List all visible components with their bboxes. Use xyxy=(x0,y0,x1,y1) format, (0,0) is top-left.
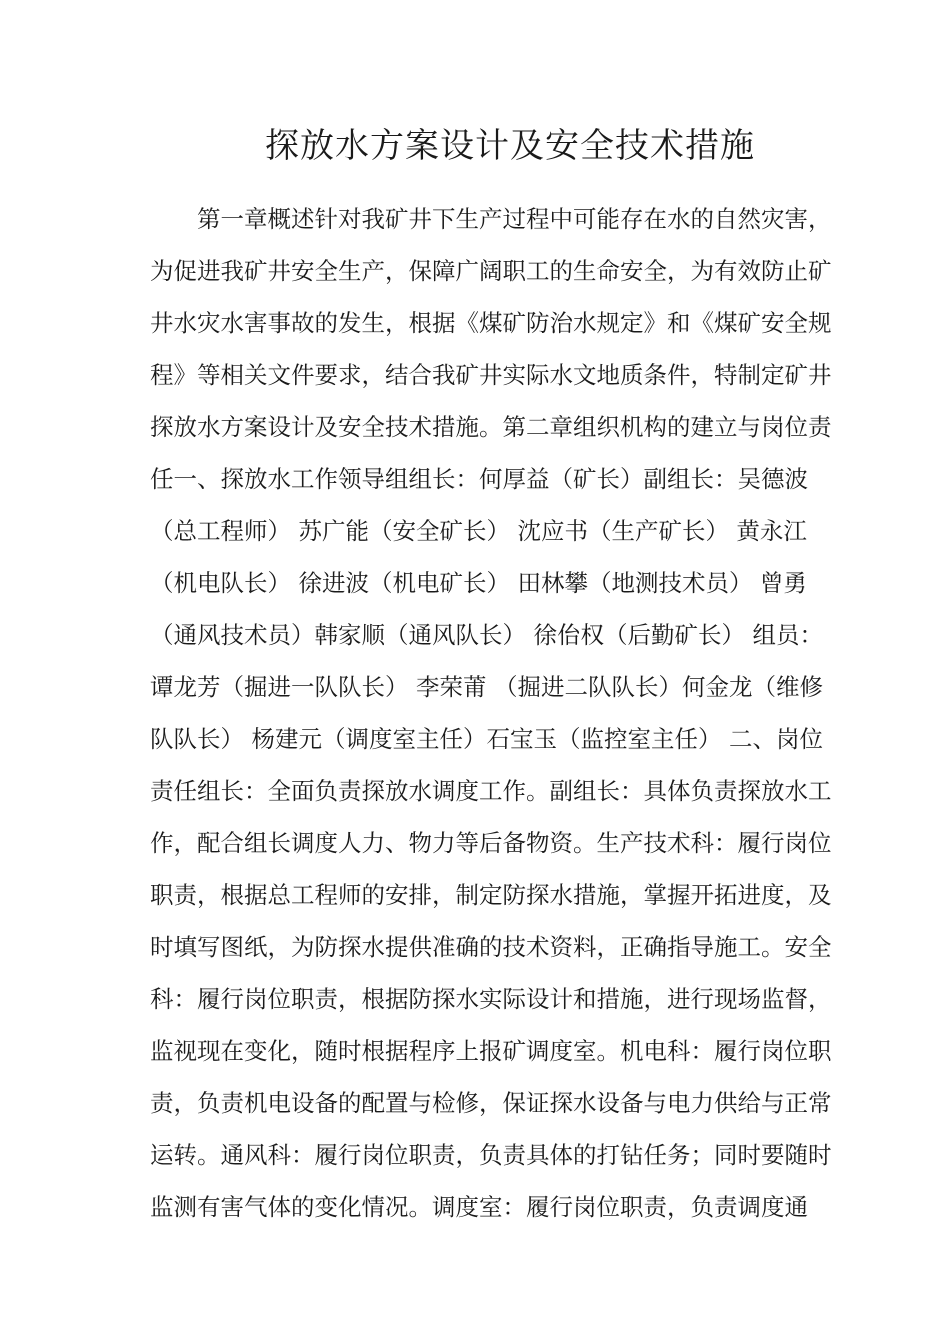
body-line: 监视现在变化，随时根据程序上报矿调度室。机电科：履行岗位职 xyxy=(150,1037,832,1065)
body-line: （机电队长） 徐进波（机电矿长） 田林攀（地测技术员） 曾勇 xyxy=(150,569,807,597)
document-title: 探放水方案设计及安全技术措施 xyxy=(265,126,755,166)
body-line: 科：履行岗位职责，根据防探水实际设计和措施，进行现场监督， xyxy=(150,985,832,1013)
body-line: 职责，根据总工程师的安排，制定防探水措施，掌握开拓进度，及 xyxy=(150,881,832,909)
body-line: 探放水方案设计及安全技术措施。第二章组织机构的建立与岗位责 xyxy=(150,413,832,441)
body-line: 井水灾水害事故的发生，根据《煤矿防治水规定》和《煤矿安全规 xyxy=(150,309,832,337)
body-line: 责任组长：全面负责探放水调度工作。副组长：具体负责探放水工 xyxy=(150,777,832,805)
body-line: 队队长） 杨建元（调度室主任）石宝玉（监控室主任） 二、岗位 xyxy=(150,725,823,753)
body-line: 第一章概述针对我矿井下生产过程中可能存在水的自然灾害， xyxy=(197,205,832,233)
document-body xyxy=(150,193,832,1233)
body-line: 谭龙芳（掘进一队队长） 李荣莆 （掘进二队队长）何金龙（维修 xyxy=(150,673,823,701)
body-line: （通风技术员）韩家顺（通风队长） 徐佁权（后勤矿长） 组员： xyxy=(150,621,823,649)
body-line: 时填写图纸，为防探水提供准确的技术资料，正确指导施工。安全 xyxy=(150,933,832,961)
body-line: 责，负责机电设备的配置与检修，保证探水设备与电力供给与正常 xyxy=(150,1089,832,1117)
body-line: 任一、探放水工作领导组组长：何厚益（矿长）副组长：吴德波 xyxy=(150,465,808,493)
body-line: 运转。通风科：履行岗位职责，负责具体的打钻任务；同时要随时 xyxy=(150,1141,832,1169)
body-line: 监测有害气体的变化情况。调度室：履行岗位职责，负责调度通 xyxy=(150,1193,808,1221)
body-line: 作，配合组长调度人力、物力等后备物资。生产技术科：履行岗位 xyxy=(150,829,832,857)
body-line: （总工程师） 苏广能（安全矿长） 沈应书（生产矿长） 黄永江 xyxy=(150,517,807,545)
body-line: 为促进我矿井安全生产，保障广阔职工的生命安全，为有效防止矿 xyxy=(150,257,832,285)
body-line: 程》等相关文件要求，结合我矿井实际水文地质条件，特制定矿井 xyxy=(150,361,832,389)
